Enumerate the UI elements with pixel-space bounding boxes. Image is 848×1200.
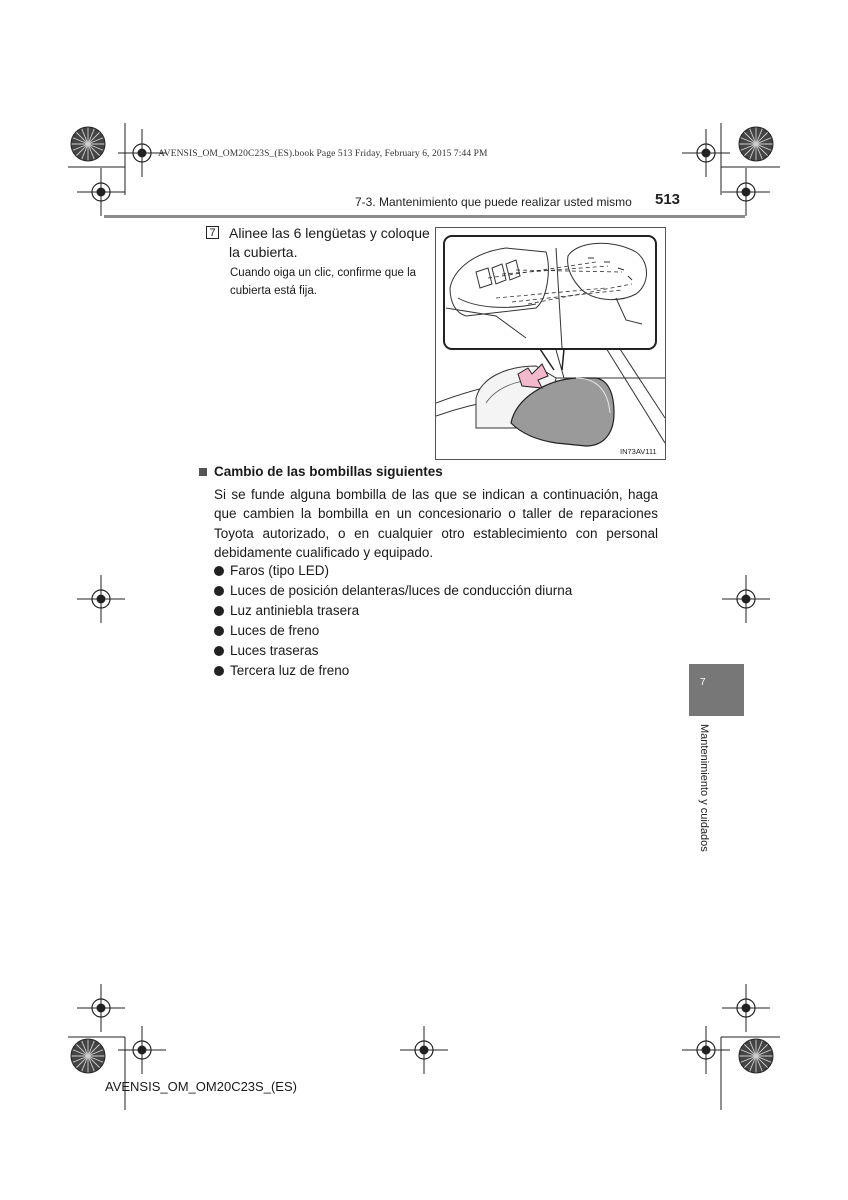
section-heading: Cambio de las bombillas siguientes bbox=[214, 464, 443, 479]
list-item: Luz antiniebla trasera bbox=[214, 601, 572, 621]
mirror-cover-illustration bbox=[435, 227, 666, 460]
footer-code: AVENSIS_OM_OM20C23S_(ES) bbox=[105, 1079, 297, 1094]
bullet-icon bbox=[214, 566, 224, 576]
bullet-icon bbox=[214, 586, 224, 596]
section-title: 7-3. Mantenimiento que puede realizar usted mismo bbox=[355, 195, 632, 209]
step-note: Cuando oiga un clic, confirme que la cubierta está fija. bbox=[230, 267, 417, 297]
bullet-icon bbox=[214, 666, 224, 676]
step-number: 7 bbox=[206, 226, 219, 239]
mirror-drawing bbox=[436, 228, 665, 459]
list-item: Tercera luz de freno bbox=[214, 661, 572, 681]
list-item: Luces de freno bbox=[214, 621, 572, 641]
figure-code: IN73AV111 bbox=[620, 447, 657, 456]
section-paragraph: Si se funde alguna bombilla de las que se indican a continuación, haga que cambien la bombilla en un concesionario o taller de reparaciones Toyota autorizado, o en cualquier otro establecimiento con personal debidamente cualificado y equipado. bbox=[214, 487, 658, 561]
print-slug: AVENSIS_OM_OM20C23S_(ES).book Page 513 Friday, February 6, 2015 7:44 PM bbox=[158, 149, 488, 159]
bullet-icon bbox=[214, 606, 224, 616]
list-item: Luces traseras bbox=[214, 641, 572, 661]
bullet-icon bbox=[214, 626, 224, 636]
chapter-number: 7 bbox=[700, 677, 706, 688]
bulb-list bbox=[214, 561, 572, 681]
list-item: Luces de posición delanteras/luces de conducción diurna bbox=[214, 581, 572, 601]
chapter-name: Mantenimiento y cuidados bbox=[698, 724, 710, 852]
list-item: Faros (tipo LED) bbox=[214, 561, 572, 581]
bullet-icon bbox=[214, 646, 224, 656]
header-rule bbox=[104, 215, 745, 218]
square-bullet-icon bbox=[199, 468, 207, 476]
page-number: 513 bbox=[655, 191, 681, 208]
step-instruction: Alinee las 6 lengüetas y coloque la cubierta. bbox=[229, 225, 430, 260]
chapter-tab bbox=[689, 664, 744, 716]
